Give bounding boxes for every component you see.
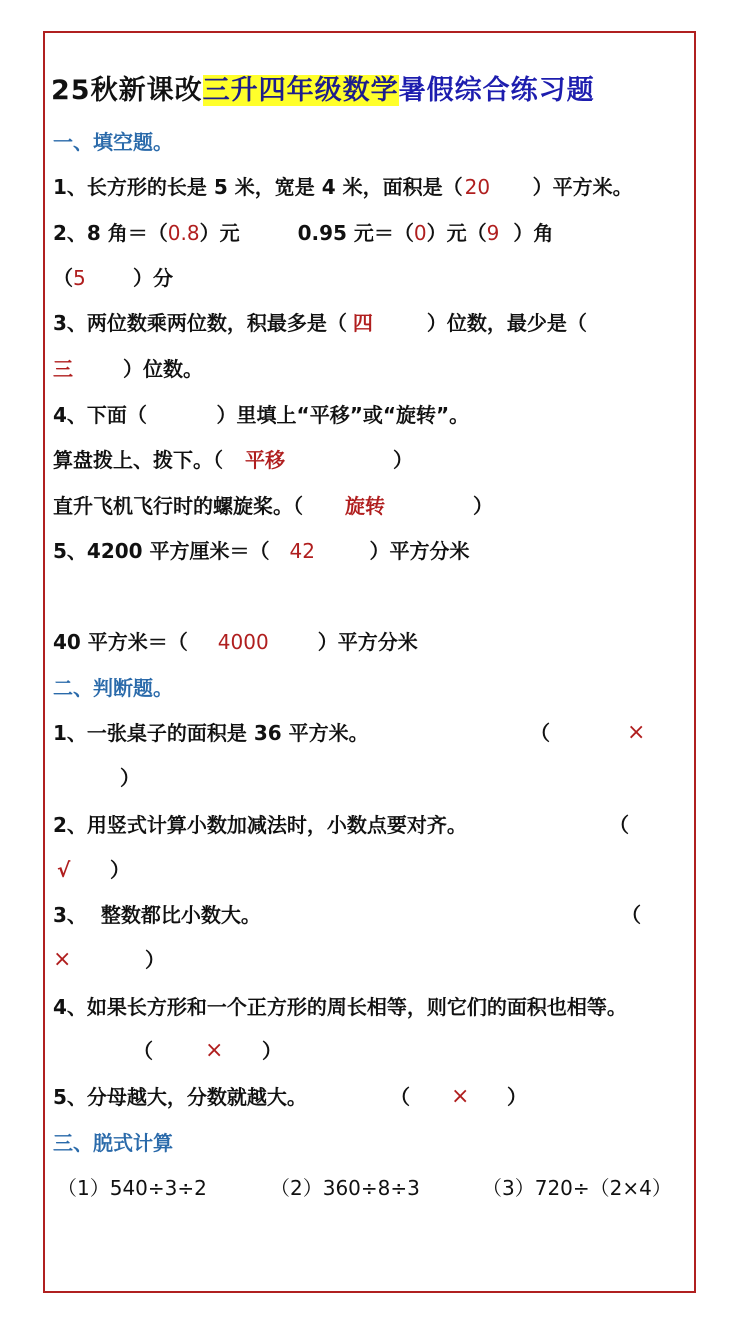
title-part1: 25秋新课改 — [51, 75, 203, 106]
s1-q4-line2: 直升飞机飞行时的螺旋桨。（ 旋转 ） — [53, 494, 493, 518]
s1-q1: 1、长方形的长是 5 米，宽是 4 米，面积是（ 20 ）平方米。 — [53, 175, 633, 199]
calc-item-2: （2）360÷8÷3 — [270, 1176, 420, 1200]
s1-q2-line2: （5 ）分 — [53, 266, 173, 290]
s2-q3-open: （ — [621, 903, 641, 927]
s1-q3-answer-b: 三 — [53, 357, 73, 381]
section3-heading: 三、脱式计算 — [53, 1131, 173, 1155]
s2-q5-open: （ — [390, 1085, 410, 1109]
calc-item-3: （3）720÷（2×4） — [482, 1176, 672, 1200]
s2-q3-close: ） — [145, 948, 165, 972]
s2-q5-answer: × — [451, 1084, 470, 1109]
calc-item-1: （1）540÷3÷2 — [57, 1176, 207, 1200]
s2-q4-close: ） — [262, 1039, 282, 1063]
s1-q4-answer2: 旋转 — [345, 494, 385, 518]
s1-q2-answer-f: 5 — [73, 266, 86, 290]
s2-q4: 4、如果长方形和一个正方形的周长相等，则它们的面积也相等。 — [53, 995, 627, 1019]
s1-q2-answer-d: 9 — [486, 221, 500, 245]
s2-q3-answer: × — [53, 947, 72, 972]
s1-q4-line1: 算盘拨上、拨下。（ 平移 ） — [53, 448, 413, 472]
s2-q2-answer: √ — [57, 858, 71, 882]
s1-q2-answer-a: 0.8 — [167, 221, 200, 245]
s1-q2-answer-c: 0 — [413, 221, 427, 245]
title-highlight: 三升四年级数学 — [202, 75, 399, 106]
s1-q3: 3、两位数乘两位数，积最多是（ 四 ）位数，最少是（ — [53, 311, 587, 335]
s2-q4-open: （ — [133, 1039, 153, 1063]
s2-q3: 3、 整数都比小数大。 — [53, 903, 261, 927]
s1-q3-answer-a: 四 — [352, 311, 373, 335]
section2-heading: 二、判断题。 — [53, 676, 173, 700]
s1-q4-answer1: 平移 — [245, 448, 285, 472]
s1-q4: 4、下面（ ）里填上“平移”或“旋转”。 — [53, 403, 470, 427]
title-part3: 暑假综合练习题 — [398, 75, 595, 106]
s2-q5-close: ） — [507, 1085, 527, 1109]
s2-q1-answer: × — [627, 720, 646, 745]
s2-q5: 5、分母越大，分数就越大。 — [53, 1085, 307, 1109]
s2-q2: 2、用竖式计算小数加减法时，小数点要对齐。 — [53, 813, 467, 837]
s1-q5-answer-b: 4000 — [217, 630, 269, 654]
s1-q5-answer-a: 42 — [289, 539, 315, 563]
s1-q2: 2、8 角＝（0.8）元 0.95 元＝（0）元（9 ）角 — [53, 221, 554, 245]
s2-q1: 1、一张桌子的面积是 36 平方米。 — [53, 721, 369, 745]
s2-q1-close: ） — [120, 766, 140, 790]
section1-heading: 一、填空题。 — [53, 130, 173, 154]
page-title — [51, 72, 595, 110]
s2-q2-close: ） — [110, 858, 130, 882]
s1-q5: 5、4200 平方厘米＝（ 42 ）平方分米 — [53, 539, 470, 563]
s1-q1-answer: 20 — [464, 175, 491, 199]
s2-q1-open: （ — [530, 721, 550, 745]
s2-q4-answer: × — [205, 1038, 224, 1063]
s2-q2-open: （ — [609, 813, 629, 837]
s1-q5-line2: 40 平方米＝（ 4000 ）平方分米 — [53, 630, 418, 654]
s1-q3-line2: 三 ）位数。 — [53, 357, 203, 381]
